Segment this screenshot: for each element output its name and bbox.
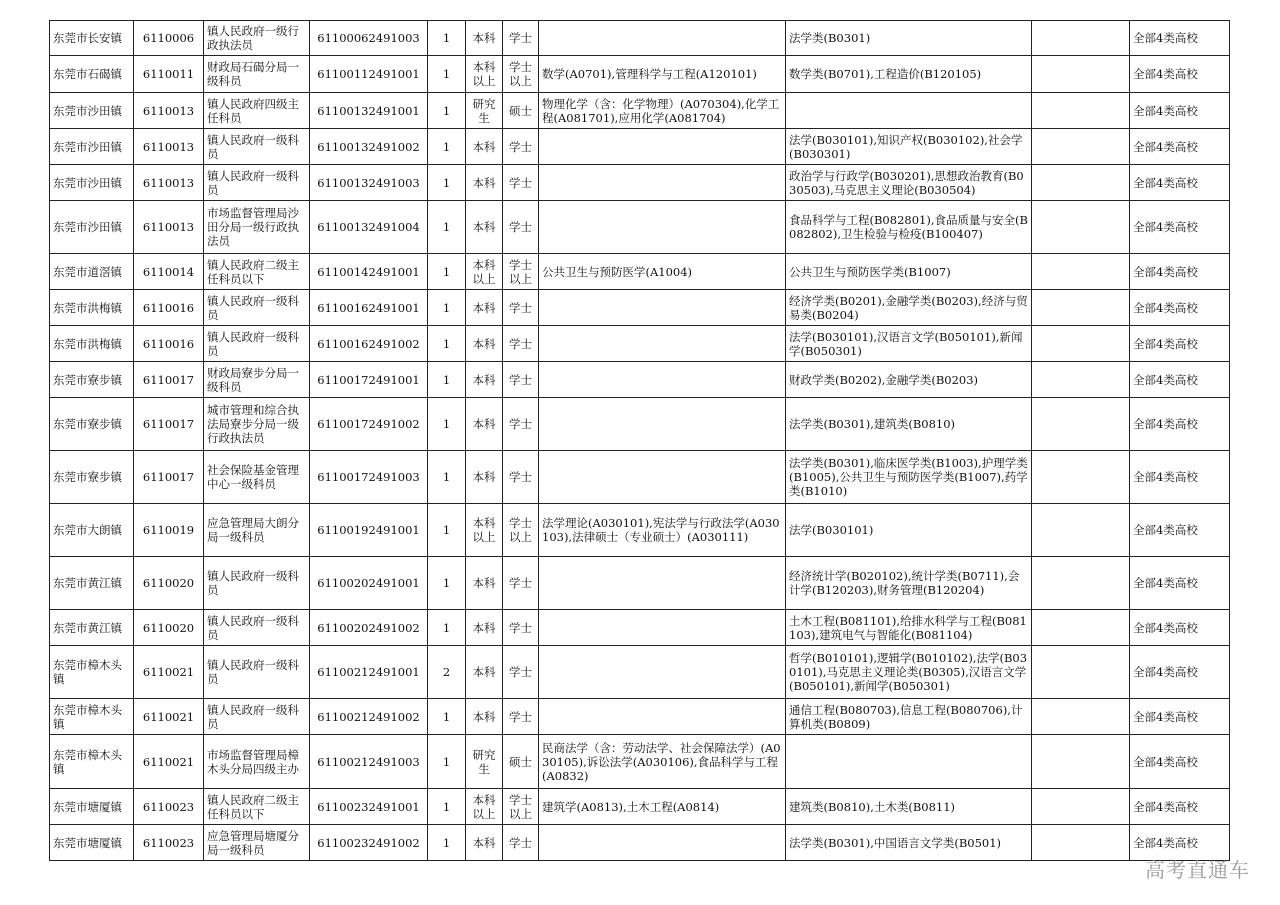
unit-cell: 东莞市寮步镇 — [50, 362, 134, 398]
undergrad-major-cell — [786, 735, 1032, 789]
job-code-cell: 61100132491004 — [310, 201, 428, 254]
unit-cell: 东莞市寮步镇 — [50, 398, 134, 451]
degree-cell: 学士 — [503, 398, 539, 451]
table-row — [50, 735, 1230, 789]
count-cell: 1 — [428, 290, 466, 326]
degree-cell: 学士 — [503, 825, 539, 861]
postgrad-major-cell — [539, 557, 786, 610]
other-requirement-cell — [1032, 326, 1130, 362]
org-code-cell: 6110021 — [134, 699, 204, 735]
other-requirement-cell — [1032, 21, 1130, 56]
undergrad-major-cell: 法学类(B0301),中国语言文学类(B0501) — [786, 825, 1032, 861]
postgrad-major-cell — [539, 646, 786, 699]
position-cell: 镇人民政府一级科员 — [204, 326, 310, 362]
education-cell: 本科 — [466, 825, 503, 861]
org-code-cell: 6110023 — [134, 825, 204, 861]
org-code-cell: 6110013 — [134, 93, 204, 129]
table-row — [50, 56, 1230, 93]
position-cell: 镇人民政府二级主任科员以下 — [204, 789, 310, 825]
undergrad-major-cell: 法学(B030101),汉语言文学(B050101),新闻学(B050301) — [786, 326, 1032, 362]
other-requirement-cell — [1032, 610, 1130, 646]
watermark: 高考直通车 — [1145, 858, 1250, 882]
count-cell: 1 — [428, 735, 466, 789]
table-row — [50, 825, 1230, 861]
college-type-cell: 全部4类高校 — [1130, 56, 1230, 93]
postgrad-major-cell: 法学理论(A030101),宪法学与行政法学(A030103),法律硕士（专业硕士）(A030111) — [539, 504, 786, 557]
count-cell: 1 — [428, 504, 466, 557]
unit-cell: 东莞市塘厦镇 — [50, 825, 134, 861]
degree-cell: 学士 — [503, 201, 539, 254]
other-requirement-cell — [1032, 254, 1130, 290]
org-code-cell: 6110020 — [134, 610, 204, 646]
table-row — [50, 557, 1230, 610]
position-cell: 镇人民政府一级科员 — [204, 646, 310, 699]
college-type-cell: 全部4类高校 — [1130, 326, 1230, 362]
org-code-cell: 6110023 — [134, 789, 204, 825]
count-cell: 1 — [428, 451, 466, 504]
college-type-cell: 全部4类高校 — [1130, 21, 1230, 56]
degree-cell: 学士 — [503, 165, 539, 201]
unit-cell: 东莞市塘厦镇 — [50, 789, 134, 825]
education-cell: 本科 — [466, 362, 503, 398]
count-cell: 1 — [428, 254, 466, 290]
postgrad-major-cell — [539, 610, 786, 646]
education-cell: 本科以上 — [466, 504, 503, 557]
postgrad-major-cell — [539, 825, 786, 861]
job-code-cell: 61100172491003 — [310, 451, 428, 504]
degree-cell: 学士 — [503, 326, 539, 362]
college-type-cell: 全部4类高校 — [1130, 557, 1230, 610]
undergrad-major-cell: 食品科学与工程(B082801),食品质量与安全(B082802),卫生检验与检疫(B100407) — [786, 201, 1032, 254]
position-cell: 镇人民政府四级主任科员 — [204, 93, 310, 129]
degree-cell: 学士 — [503, 646, 539, 699]
table-row — [50, 646, 1230, 699]
undergrad-major-cell: 法学(B030101),知识产权(B030102),社会学(B030301) — [786, 129, 1032, 165]
table-row — [50, 129, 1230, 165]
degree-cell: 学士 — [503, 129, 539, 165]
college-type-cell: 全部4类高校 — [1130, 362, 1230, 398]
college-type-cell: 全部4类高校 — [1130, 254, 1230, 290]
postgrad-major-cell — [539, 21, 786, 56]
table-row — [50, 165, 1230, 201]
undergrad-major-cell: 法学类(B0301),建筑类(B0810) — [786, 398, 1032, 451]
degree-cell: 学士 — [503, 610, 539, 646]
job-code-cell: 61100112491001 — [310, 56, 428, 93]
position-cell: 镇人民政府一级行政执法员 — [204, 21, 310, 56]
unit-cell: 东莞市大朗镇 — [50, 504, 134, 557]
table-row — [50, 362, 1230, 398]
college-type-cell: 全部4类高校 — [1130, 825, 1230, 861]
college-type-cell: 全部4类高校 — [1130, 165, 1230, 201]
count-cell: 1 — [428, 789, 466, 825]
college-type-cell: 全部4类高校 — [1130, 93, 1230, 129]
org-code-cell: 6110017 — [134, 362, 204, 398]
other-requirement-cell — [1032, 825, 1130, 861]
education-cell: 本科以上 — [466, 56, 503, 93]
education-cell: 本科 — [466, 451, 503, 504]
undergrad-major-cell: 法学(B030101) — [786, 504, 1032, 557]
unit-cell: 东莞市沙田镇 — [50, 129, 134, 165]
postgrad-major-cell: 建筑学(A0813),土木工程(A0814) — [539, 789, 786, 825]
count-cell: 1 — [428, 165, 466, 201]
position-cell: 应急管理局大朗分局一级科员 — [204, 504, 310, 557]
table-row — [50, 254, 1230, 290]
education-cell: 本科 — [466, 290, 503, 326]
unit-cell: 东莞市沙田镇 — [50, 93, 134, 129]
table-row — [50, 201, 1230, 254]
position-cell: 财政局石碣分局一级科员 — [204, 56, 310, 93]
count-cell: 1 — [428, 610, 466, 646]
org-code-cell: 6110014 — [134, 254, 204, 290]
table-row — [50, 398, 1230, 451]
college-type-cell: 全部4类高校 — [1130, 504, 1230, 557]
postgrad-major-cell — [539, 362, 786, 398]
table-row — [50, 504, 1230, 557]
other-requirement-cell — [1032, 56, 1130, 93]
unit-cell: 东莞市黄江镇 — [50, 557, 134, 610]
count-cell: 1 — [428, 56, 466, 93]
undergrad-major-cell: 财政学类(B0202),金融学类(B0203) — [786, 362, 1032, 398]
job-code-cell: 61100192491001 — [310, 504, 428, 557]
other-requirement-cell — [1032, 165, 1130, 201]
undergrad-major-cell: 哲学(B010101),逻辑学(B010102),法学(B030101),马克思主义理论类(B0305),汉语言文学(B050101),新闻学(B050301) — [786, 646, 1032, 699]
college-type-cell: 全部4类高校 — [1130, 699, 1230, 735]
postgrad-major-cell: 物理化学（含：化学物理）(A070304),化学工程(A081701),应用化学(A081704) — [539, 93, 786, 129]
unit-cell: 东莞市沙田镇 — [50, 165, 134, 201]
unit-cell: 东莞市寮步镇 — [50, 451, 134, 504]
degree-cell: 学士以上 — [503, 789, 539, 825]
other-requirement-cell — [1032, 290, 1130, 326]
undergrad-major-cell: 法学类(B0301) — [786, 21, 1032, 56]
undergrad-major-cell: 土木工程(B081101),给排水科学与工程(B081103),建筑电气与智能化(B081104) — [786, 610, 1032, 646]
org-code-cell: 6110011 — [134, 56, 204, 93]
postgrad-major-cell: 数学(A0701),管理科学与工程(A120101) — [539, 56, 786, 93]
job-code-cell: 61100232491001 — [310, 789, 428, 825]
position-cell: 镇人民政府一级科员 — [204, 290, 310, 326]
education-cell: 本科 — [466, 165, 503, 201]
postgrad-major-cell — [539, 398, 786, 451]
table-row — [50, 699, 1230, 735]
college-type-cell: 全部4类高校 — [1130, 789, 1230, 825]
position-cell: 市场监督管理局沙田分局一级行政执法员 — [204, 201, 310, 254]
unit-cell: 东莞市洪梅镇 — [50, 290, 134, 326]
education-cell: 本科 — [466, 21, 503, 56]
job-code-cell: 61100172491002 — [310, 398, 428, 451]
undergrad-major-cell: 法学类(B0301),临床医学类(B1003),护理学类(B1005),公共卫生与预防医学类(B1007),药学类(B1010) — [786, 451, 1032, 504]
college-type-cell: 全部4类高校 — [1130, 398, 1230, 451]
unit-cell: 东莞市石碣镇 — [50, 56, 134, 93]
count-cell: 1 — [428, 201, 466, 254]
position-cell: 城市管理和综合执法局寮步分局一级行政执法员 — [204, 398, 310, 451]
table-row — [50, 21, 1230, 56]
undergrad-major-cell — [786, 93, 1032, 129]
education-cell: 本科 — [466, 699, 503, 735]
unit-cell: 东莞市洪梅镇 — [50, 326, 134, 362]
degree-cell: 学士以上 — [503, 254, 539, 290]
count-cell: 1 — [428, 93, 466, 129]
job-code-cell: 61100062491003 — [310, 21, 428, 56]
position-cell: 镇人民政府一级科员 — [204, 129, 310, 165]
degree-cell: 硕士 — [503, 735, 539, 789]
org-code-cell: 6110006 — [134, 21, 204, 56]
postgrad-major-cell — [539, 290, 786, 326]
degree-cell: 学士 — [503, 290, 539, 326]
postgrad-major-cell — [539, 326, 786, 362]
job-code-cell: 61100132491002 — [310, 129, 428, 165]
postgrad-major-cell — [539, 165, 786, 201]
table-row — [50, 326, 1230, 362]
org-code-cell: 6110019 — [134, 504, 204, 557]
undergrad-major-cell: 公共卫生与预防医学类(B1007) — [786, 254, 1032, 290]
org-code-cell: 6110016 — [134, 326, 204, 362]
college-type-cell: 全部4类高校 — [1130, 290, 1230, 326]
count-cell: 1 — [428, 362, 466, 398]
org-code-cell: 6110013 — [134, 165, 204, 201]
postgrad-major-cell — [539, 699, 786, 735]
unit-cell: 东莞市樟木头镇 — [50, 735, 134, 789]
position-cell: 市场监督管理局樟木头分局四级主办 — [204, 735, 310, 789]
job-code-cell: 61100132491001 — [310, 93, 428, 129]
count-cell: 1 — [428, 825, 466, 861]
count-cell: 1 — [428, 21, 466, 56]
position-cell: 应急管理局塘厦分局一级科员 — [204, 825, 310, 861]
postgrad-major-cell: 民商法学（含：劳动法学、社会保障法学）(A030105),诉讼法学(A030106),食品科学与工程(A0832) — [539, 735, 786, 789]
education-cell: 本科 — [466, 326, 503, 362]
job-code-cell: 61100142491001 — [310, 254, 428, 290]
degree-cell: 学士 — [503, 699, 539, 735]
other-requirement-cell — [1032, 557, 1130, 610]
college-type-cell: 全部4类高校 — [1130, 451, 1230, 504]
unit-cell: 东莞市道滘镇 — [50, 254, 134, 290]
other-requirement-cell — [1032, 646, 1130, 699]
table-row — [50, 610, 1230, 646]
education-cell: 本科 — [466, 610, 503, 646]
unit-cell: 东莞市黄江镇 — [50, 610, 134, 646]
other-requirement-cell — [1032, 362, 1130, 398]
unit-cell: 东莞市沙田镇 — [50, 201, 134, 254]
other-requirement-cell — [1032, 93, 1130, 129]
postgrad-major-cell: 公共卫生与预防医学(A1004) — [539, 254, 786, 290]
recruitment-table — [49, 20, 1230, 861]
position-cell: 镇人民政府一级科员 — [204, 610, 310, 646]
count-cell: 1 — [428, 398, 466, 451]
education-cell: 本科 — [466, 398, 503, 451]
job-code-cell: 61100162491002 — [310, 326, 428, 362]
other-requirement-cell — [1032, 398, 1130, 451]
postgrad-major-cell — [539, 129, 786, 165]
degree-cell: 学士 — [503, 451, 539, 504]
org-code-cell: 6110020 — [134, 557, 204, 610]
other-requirement-cell — [1032, 735, 1130, 789]
degree-cell: 学士 — [503, 362, 539, 398]
other-requirement-cell — [1032, 699, 1130, 735]
org-code-cell: 6110017 — [134, 398, 204, 451]
position-cell: 镇人民政府一级科员 — [204, 699, 310, 735]
org-code-cell: 6110021 — [134, 735, 204, 789]
education-cell: 本科 — [466, 129, 503, 165]
job-code-cell: 61100172491001 — [310, 362, 428, 398]
count-cell: 1 — [428, 557, 466, 610]
table-row — [50, 290, 1230, 326]
education-cell: 研究生 — [466, 93, 503, 129]
count-cell: 2 — [428, 646, 466, 699]
position-cell: 镇人民政府一级科员 — [204, 165, 310, 201]
job-code-cell: 61100212491003 — [310, 735, 428, 789]
job-code-cell: 61100202491002 — [310, 610, 428, 646]
table-row — [50, 93, 1230, 129]
degree-cell: 硕士 — [503, 93, 539, 129]
table-body — [50, 21, 1230, 861]
education-cell: 本科 — [466, 201, 503, 254]
count-cell: 1 — [428, 129, 466, 165]
undergrad-major-cell: 经济统计学(B020102),统计学类(B0711),会计学(B120203),财务管理(B120204) — [786, 557, 1032, 610]
unit-cell: 东莞市樟木头镇 — [50, 699, 134, 735]
org-code-cell: 6110016 — [134, 290, 204, 326]
job-code-cell: 61100132491003 — [310, 165, 428, 201]
job-code-cell: 61100232491002 — [310, 825, 428, 861]
undergrad-major-cell: 政治学与行政学(B030201),思想政治教育(B030503),马克思主义理论(B030504) — [786, 165, 1032, 201]
education-cell: 本科以上 — [466, 789, 503, 825]
job-code-cell: 61100212491001 — [310, 646, 428, 699]
org-code-cell: 6110017 — [134, 451, 204, 504]
undergrad-major-cell: 通信工程(B080703),信息工程(B080706),计算机类(B0809) — [786, 699, 1032, 735]
degree-cell: 学士以上 — [503, 56, 539, 93]
education-cell: 本科 — [466, 646, 503, 699]
count-cell: 1 — [428, 326, 466, 362]
other-requirement-cell — [1032, 201, 1130, 254]
other-requirement-cell — [1032, 129, 1130, 165]
degree-cell: 学士 — [503, 21, 539, 56]
degree-cell: 学士 — [503, 557, 539, 610]
undergrad-major-cell: 数学类(B0701),工程造价(B120105) — [786, 56, 1032, 93]
job-code-cell: 61100212491002 — [310, 699, 428, 735]
table-row — [50, 451, 1230, 504]
education-cell: 研究生 — [466, 735, 503, 789]
position-cell: 财政局寮步分局一级科员 — [204, 362, 310, 398]
org-code-cell: 6110021 — [134, 646, 204, 699]
college-type-cell: 全部4类高校 — [1130, 129, 1230, 165]
count-cell: 1 — [428, 699, 466, 735]
postgrad-major-cell — [539, 201, 786, 254]
other-requirement-cell — [1032, 504, 1130, 557]
job-code-cell: 61100202491001 — [310, 557, 428, 610]
unit-cell: 东莞市长安镇 — [50, 21, 134, 56]
undergrad-major-cell: 建筑类(B0810),土木类(B0811) — [786, 789, 1032, 825]
position-cell: 镇人民政府一级科员 — [204, 557, 310, 610]
position-cell: 社会保险基金管理中心一级科员 — [204, 451, 310, 504]
unit-cell: 东莞市樟木头镇 — [50, 646, 134, 699]
org-code-cell: 6110013 — [134, 201, 204, 254]
org-code-cell: 6110013 — [134, 129, 204, 165]
education-cell: 本科以上 — [466, 254, 503, 290]
position-cell: 镇人民政府二级主任科员以下 — [204, 254, 310, 290]
job-code-cell: 61100162491001 — [310, 290, 428, 326]
college-type-cell: 全部4类高校 — [1130, 646, 1230, 699]
college-type-cell: 全部4类高校 — [1130, 201, 1230, 254]
degree-cell: 学士以上 — [503, 504, 539, 557]
college-type-cell: 全部4类高校 — [1130, 610, 1230, 646]
other-requirement-cell — [1032, 789, 1130, 825]
undergrad-major-cell: 经济学类(B0201),金融学类(B0203),经济与贸易类(B0204) — [786, 290, 1032, 326]
other-requirement-cell — [1032, 451, 1130, 504]
table-row — [50, 789, 1230, 825]
education-cell: 本科 — [466, 557, 503, 610]
postgrad-major-cell — [539, 451, 786, 504]
college-type-cell: 全部4类高校 — [1130, 735, 1230, 789]
